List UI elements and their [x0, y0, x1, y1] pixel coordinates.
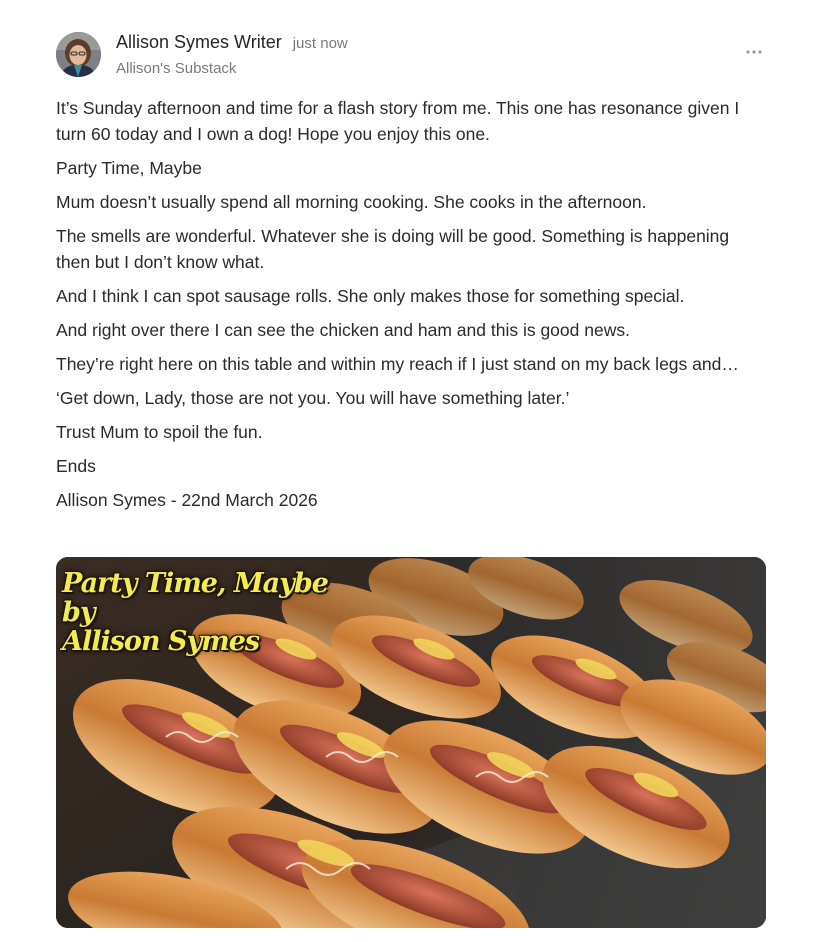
paragraph: They’re right here on this table and within my reach if I just stand on my back legs and… — [56, 354, 739, 374]
paragraph: And right over there I can see the chicken and ham and this is good news. — [56, 320, 630, 340]
paragraph: Allison Symes - 22nd March 2026 — [56, 490, 318, 510]
paragraph: Ends — [56, 456, 96, 476]
paragraph: It’s Sunday afternoon and time for a flash story from me. This one has resonance given I turn 60 today and I own a dog! Hope you enjoy this one. — [56, 98, 740, 144]
overlay-line: by — [62, 597, 95, 628]
image-overlay-title — [62, 569, 328, 656]
author-avatar[interactable] — [56, 32, 101, 77]
post-timestamp: just now — [292, 35, 348, 52]
more-options-button[interactable] — [740, 40, 768, 64]
author-line — [116, 32, 348, 53]
post-image[interactable] — [56, 557, 766, 928]
post-body — [56, 95, 756, 521]
overlay-line: Party Time, Maybe — [62, 568, 328, 599]
paragraph: Trust Mum to spoil the fun. — [56, 422, 263, 442]
paragraph: Party Time, Maybe — [56, 158, 202, 178]
paragraph: And I think I can spot sausage rolls. She only makes those for something special. — [56, 286, 685, 306]
paragraph: ‘Get down, Lady, those are not you. You will have something later.’ — [56, 388, 570, 408]
more-horizontal-icon — [745, 49, 763, 55]
avatar-photo — [56, 32, 101, 77]
author-name[interactable]: Allison Symes Writer — [116, 32, 282, 52]
overlay-line: Allison Symes — [62, 626, 260, 657]
paragraph: The smells are wonderful. Whatever she is doing will be good. Something is happening then but I don’t know what. — [56, 226, 730, 272]
paragraph: Mum doesn’t usually spend all morning cooking. She cooks in the afternoon. — [56, 192, 647, 212]
publication-name[interactable]: Allison's Substack — [116, 60, 237, 77]
